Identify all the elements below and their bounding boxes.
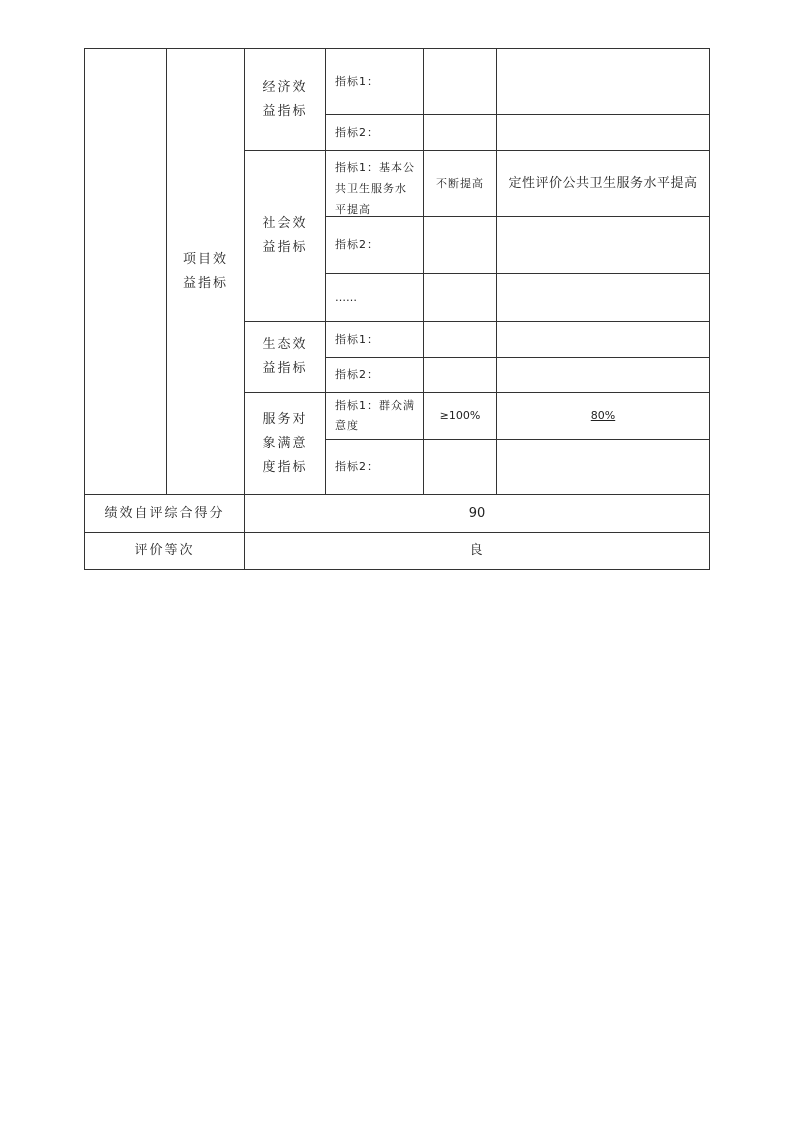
- social-indicator-more-text: ……: [335, 290, 357, 304]
- social-indicator-2-text: 指标2：: [335, 238, 379, 251]
- satisfaction-actual-1: [497, 393, 709, 439]
- social-target-more: [424, 274, 496, 321]
- social-actual-more: [497, 274, 709, 321]
- social-indicator-2: [326, 217, 423, 273]
- economic-actual-2: [497, 115, 709, 150]
- ecological-indicator-2-text: 指标2：: [335, 368, 379, 381]
- satisfaction-target-2: [424, 440, 496, 494]
- social-target-1: [424, 151, 496, 216]
- total-score-label-text: 绩效自评综合得分: [104, 505, 225, 521]
- economic-target-1: [424, 49, 496, 114]
- social-actual-1-text: 定性评价公共卫生服务水平提高: [508, 175, 698, 191]
- satisfaction-indicator-1-text: 指标1：群众满意度: [335, 399, 415, 432]
- economic-indicator-2: [326, 115, 423, 150]
- satisfaction-target-1-text: ≥100%: [439, 409, 481, 422]
- social-indicator-more: [326, 274, 423, 321]
- social-indicator-1-text: 指标1：基本公共卫生服务水平提高: [335, 161, 415, 216]
- satisfaction-actual-2: [497, 440, 709, 494]
- satisfaction-indicator-1: [326, 393, 423, 439]
- satisfaction-indicator-2: [326, 440, 423, 494]
- project-benefit-text: 项目效益指标: [182, 251, 228, 291]
- social-actual-1: [497, 151, 709, 216]
- total-score-label: [85, 495, 244, 532]
- project-benefit-label: [167, 49, 244, 494]
- rating-label: [85, 533, 244, 569]
- economic-indicator-2-text: 指标2：: [335, 125, 379, 139]
- ecological-target-1: [424, 322, 496, 357]
- rating-label-text: 评价等次: [134, 543, 195, 558]
- social-actual-2: [497, 217, 709, 273]
- economic-indicator-1-text: 指标1：: [335, 74, 379, 88]
- social-target-1-text: 不断提高: [436, 176, 484, 190]
- economic-indicator-1: [326, 49, 423, 114]
- satisfaction-actual-1-text: 80%: [590, 409, 616, 422]
- ecological-benefit-label: [245, 322, 325, 392]
- rating-value: [245, 533, 709, 569]
- economic-actual-1: [497, 49, 709, 114]
- social-benefit-text: 社会效益指标: [262, 216, 308, 255]
- social-indicator-1: [326, 151, 423, 216]
- satisfaction-label: [245, 393, 325, 494]
- category-cell-empty: [85, 49, 166, 494]
- social-benefit-label: [245, 151, 325, 321]
- ecological-indicator-1-text: 指标1：: [335, 332, 379, 346]
- ecological-benefit-text: 生态效益指标: [262, 337, 308, 376]
- ecological-indicator-1: [326, 322, 423, 357]
- satisfaction-text: 服务对象满意度指标: [262, 411, 308, 475]
- ecological-target-2: [424, 358, 496, 392]
- ecological-actual-1: [497, 322, 709, 357]
- economic-benefit-text: 经济效益指标: [262, 79, 308, 119]
- total-score-value: [245, 495, 709, 532]
- satisfaction-indicator-2-text: 指标2：: [335, 460, 379, 473]
- satisfaction-target-1: [424, 393, 496, 439]
- economic-benefit-label: [245, 49, 325, 150]
- ecological-indicator-2: [326, 358, 423, 392]
- economic-target-2: [424, 115, 496, 150]
- ecological-actual-2: [497, 358, 709, 392]
- total-score-value-text: 90: [468, 505, 486, 521]
- rating-value-text: 良: [469, 543, 485, 558]
- social-target-2: [424, 217, 496, 273]
